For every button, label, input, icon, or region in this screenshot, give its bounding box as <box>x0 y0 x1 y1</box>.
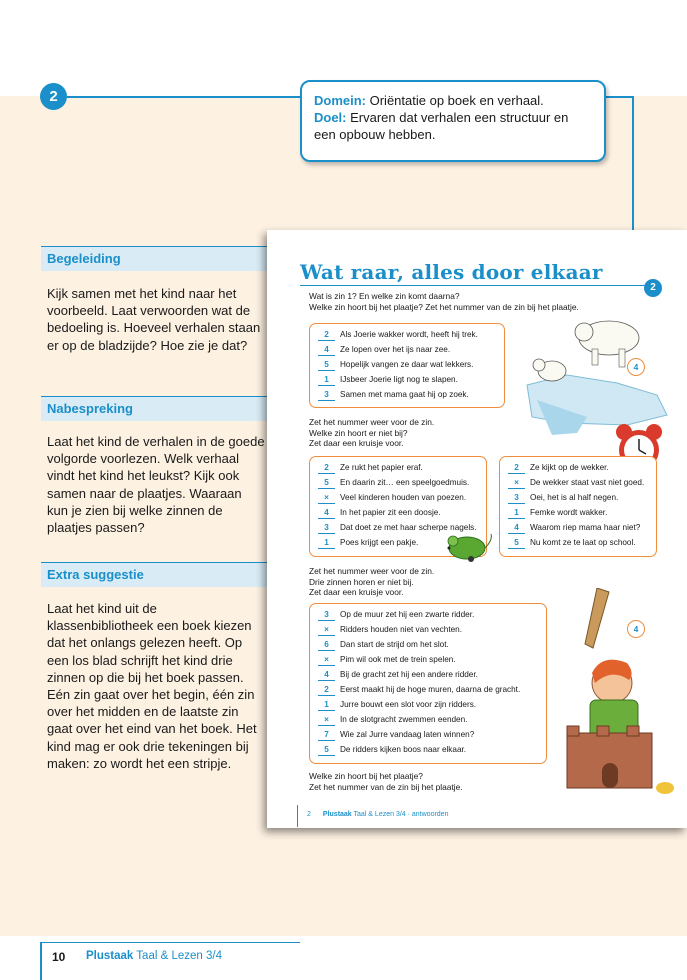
list-item <box>318 698 476 712</box>
answer-number: 3 <box>318 389 335 401</box>
instruction-2 <box>309 417 434 449</box>
begeleiding-text: Kijk samen met het kind naar het voorbeeld. Laat verwoorden wat de bedoeling is. Hoeveel verhalen staan er op de bladzijde? Hoe zie je dat? <box>47 286 261 353</box>
score-circle-4: 4 <box>627 620 645 638</box>
list-item <box>508 506 607 520</box>
sentence-text: Bij de gracht zet hij een andere ridder. <box>340 670 478 679</box>
sentence-text: Ze lopen over het ijs naar zee. <box>340 345 451 354</box>
instruction-line: Welke zin hoort bij het plaatje? <box>309 771 423 781</box>
answer-number: 1 <box>318 537 335 549</box>
list-item <box>508 521 640 535</box>
workbook-title-rule <box>300 285 650 286</box>
sentence-text: Femke wordt wakker. <box>530 508 608 517</box>
list-item <box>318 358 473 372</box>
answer-number: 4 <box>318 344 335 356</box>
sentence-text: De ridders kijken boos naar elkaar. <box>340 745 467 754</box>
answer-number: × <box>318 492 335 504</box>
list-item <box>318 388 469 402</box>
answer-number: 2 <box>508 462 525 474</box>
footer-rule <box>40 942 300 943</box>
list-item <box>318 623 462 637</box>
answer-number: 7 <box>318 729 335 741</box>
list-item <box>318 506 441 520</box>
list-item <box>318 491 466 505</box>
instruction-line: Welke zin hoort bij het plaatje? Zet het nummer van de zin bij het plaatje. <box>309 301 579 312</box>
sentence-text: Wie zal Jurre vandaag laten winnen? <box>340 730 475 739</box>
answer-number: 1 <box>318 699 335 711</box>
instruction-line: Welke zin hoort er niet bij? <box>309 427 408 438</box>
list-item <box>318 728 474 742</box>
sentence-text: Eerst maakt hij de hoge muren, daarna de gracht. <box>340 685 521 694</box>
answer-number: 5 <box>508 537 525 549</box>
list-item <box>318 328 478 342</box>
knight-boy-icon <box>557 588 682 808</box>
workbook-footer-text: Taal & Lezen 3/4 · antwoorden <box>351 811 449 818</box>
list-item <box>318 743 466 757</box>
doel-text: Ervaren dat verhalen een structuur en een opbouw hebben. <box>314 110 569 142</box>
instruction-line: Zet het nummer van de zin bij het plaatje. <box>309 781 463 792</box>
workbook-footer-rule <box>297 805 298 827</box>
list-item <box>318 608 474 622</box>
sentence-text: Op de muur zet hij een zwarte ridder. <box>340 610 475 619</box>
instruction-line: Drie zinnen horen er niet bij. <box>309 576 414 587</box>
list-item <box>318 713 467 727</box>
footer-brand: Plustaak <box>86 950 134 962</box>
sentence-text: Veel kinderen houden van poezen. <box>340 493 467 502</box>
footer-title <box>86 950 222 962</box>
workbook-page-badge: 2 <box>644 279 662 297</box>
list-item <box>318 343 450 357</box>
answer-number: 6 <box>318 639 335 651</box>
answer-number: 5 <box>318 359 335 371</box>
answer-number: 3 <box>318 522 335 534</box>
answer-number: × <box>318 624 335 636</box>
list-item <box>318 638 449 652</box>
sentence-text: Pim wil ook met de trein spelen. <box>340 655 456 664</box>
list-item <box>318 461 423 475</box>
list-item <box>318 683 520 697</box>
answer-number: 4 <box>508 522 525 534</box>
sentence-box-3 <box>499 456 657 557</box>
instruction-line: Zet het nummer weer voor de zin. <box>309 417 435 427</box>
sentence-text: Ze rukt het papier eraf. <box>340 463 423 472</box>
sentence-text: In het papier zit een doosje. <box>340 508 441 517</box>
list-item <box>508 461 609 475</box>
sentence-box-1 <box>309 323 505 408</box>
instruction-line: Zet het nummer weer voor de zin. <box>309 566 435 576</box>
list-item <box>318 476 469 490</box>
sentence-text: En daarin zit… een speelgoedmuis. <box>340 478 470 487</box>
footer-title-text: Taal & Lezen 3/4 <box>133 950 222 962</box>
answer-number: × <box>318 654 335 666</box>
workbook-footer-brand: Plustaak <box>322 811 352 818</box>
sentence-text: Waarom riep mama haar niet? <box>530 523 641 532</box>
sentence-text: IJsbeer Joerie ligt nog te slapen. <box>340 375 458 384</box>
begeleiding-heading: Begeleiding <box>41 246 269 271</box>
answer-number: 3 <box>318 609 335 621</box>
lesson-number-badge: 2 <box>40 83 67 110</box>
footer-page-number: 10 <box>52 950 66 964</box>
sentence-text: Dat doet ze met haar scherpe nagels. <box>340 523 477 532</box>
header-rule-vertical <box>632 96 634 230</box>
list-item <box>508 491 618 505</box>
extra-suggestie-text: Laat het kind uit de klassenbibliotheek een boek kiezen dat het onlangs gelezen heeft. Op een los blad schrijft het kind drie zinnen op die bij het boek passen. Eén zin gaat over het begin, één zin over het midden en de laatste zin gaat over het eind van het boek. Het kind mag er ook drie tekeningen bij maken: zo wordt het een stripje. <box>47 601 257 771</box>
list-item <box>508 476 644 490</box>
list-item <box>318 653 456 667</box>
domein-label: Domein: <box>314 93 366 108</box>
answer-number: 5 <box>318 477 335 489</box>
score-circle-1: 4 <box>627 358 645 376</box>
workbook-page <box>267 230 687 828</box>
instruction-line: Zet daar een kruisje voor. <box>309 438 404 448</box>
instruction-4 <box>309 771 463 792</box>
answer-number: 2 <box>318 684 335 696</box>
sentence-text: Als Joerie wakker wordt, heeft hij trek. <box>340 330 478 339</box>
workbook-footer <box>307 811 448 818</box>
sentence-text: Poes krijgt een pakje. <box>340 538 419 547</box>
list-item <box>318 668 478 682</box>
domain-goal-box <box>300 80 606 162</box>
sentence-text: Jurre bouwt een slot voor zijn ridders. <box>340 700 477 709</box>
sentence-text: Hopelijk vangen ze daar wat lekkers. <box>340 360 474 369</box>
answer-number: 4 <box>318 669 335 681</box>
answer-number: × <box>508 477 525 489</box>
sentence-text: De wekker staat vast niet goed. <box>530 478 645 487</box>
instruction-3 <box>309 566 434 598</box>
answer-number: 2 <box>318 462 335 474</box>
sentence-text: Oei, het is al half negen. <box>530 493 619 502</box>
nabespreking-text: Laat het kind de verhalen in de goede volgorde voorlezen. Welk verhaal vindt het kind het leukst? Kijk ook samen naar de plaatjes. Waaraan kun je zien bij welke zinnen de plaatjes passen? <box>47 434 265 536</box>
domein-text: Oriëntatie op boek en verhaal. <box>366 93 544 108</box>
sentence-text: Ze kijkt op de wekker. <box>530 463 609 472</box>
answer-number: 3 <box>508 492 525 504</box>
list-item <box>508 536 636 550</box>
sentence-text: Ridders houden niet van vechten. <box>340 625 462 634</box>
instruction-line: Zet daar een kruisje voor. <box>309 587 404 597</box>
list-item <box>318 536 418 550</box>
doel-label: Doel: <box>314 110 347 125</box>
answer-number: 2 <box>318 329 335 341</box>
answer-number: × <box>318 714 335 726</box>
nabespreking-heading: Nabespreking <box>41 396 269 421</box>
answer-number: 4 <box>318 507 335 519</box>
answer-number: 1 <box>318 374 335 386</box>
sentence-box-4 <box>309 603 547 764</box>
footer-rule-vertical <box>40 942 42 980</box>
list-item <box>318 373 458 387</box>
sentence-text: Nu komt ze te laat op school. <box>530 538 636 547</box>
sentence-text: In de slotgracht zwemmen eenden. <box>340 715 468 724</box>
answer-number: 5 <box>318 744 335 756</box>
sentence-text: Samen met mama gaat hij op zoek. <box>340 390 469 399</box>
workbook-footer-page: 2 <box>307 811 311 818</box>
answer-number: 1 <box>508 507 525 519</box>
instruction-line: Wat is zin 1? En welke zin komt daarna? <box>309 291 460 301</box>
extra-suggestie-heading: Extra suggestie <box>41 562 269 587</box>
sentence-text: Dan start de strijd om het slot. <box>340 640 449 649</box>
workbook-title: Wat raar, alles door elkaar <box>300 260 603 284</box>
toy-mouse-icon <box>443 530 493 564</box>
